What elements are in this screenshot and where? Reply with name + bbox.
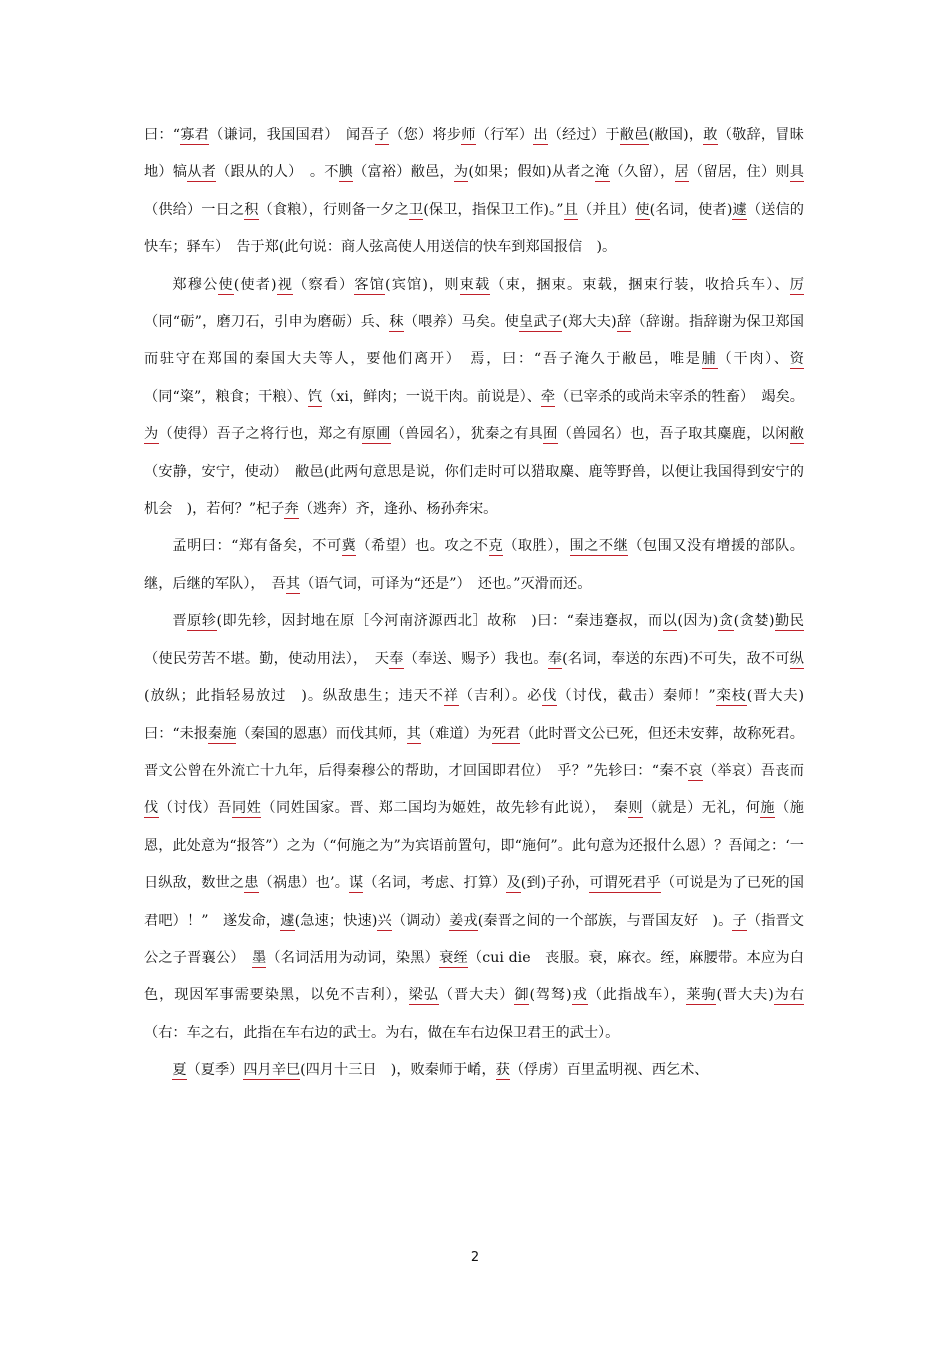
annotated-term: 为右 [773, 987, 804, 1004]
text-run: （cui die 丧服。衰，麻衣。绖，麻腰带。本应为白色，现因军事需要染黑，以免不吉利）， [144, 949, 804, 1004]
text-run: (到)子孙， [520, 875, 590, 892]
annotated-term: 客馆 [354, 276, 386, 293]
paragraph [144, 603, 804, 1052]
text-run: （就是）无礼，何 [643, 800, 761, 817]
text-run: （此时晋文公已死，但还未安葬，故称死君。晋文公曾在外流亡十九年，后得秦穆公的帮助，才回国即君位） 乎？”先轸曰：“秦不 [144, 725, 804, 779]
annotated-term: 秣 [389, 314, 404, 331]
text-run: (即先轸，因封地在原［今河南济源西北］故称 )曰：“秦违蹇叔，而 [216, 613, 663, 630]
annotated-term: 淹 [595, 164, 610, 181]
annotated-term: 衰绖 [439, 949, 468, 966]
text-run: （同“粢”，粮食；干粮）、 [144, 388, 308, 405]
text-run: （并且） [577, 201, 636, 218]
text-run: (放纵；此指轻易放过 )。纵敌患生；违天不 [144, 688, 444, 705]
text-run: (急速；快速) [294, 912, 378, 929]
annotated-term: 戎 [571, 987, 588, 1004]
annotated-term: 子 [374, 127, 390, 143]
text-run: （俘虏）百里孟明视、西乞术、 [509, 1062, 709, 1079]
annotated-term: 居 [674, 164, 689, 181]
text-run: (晋大夫) [716, 987, 774, 1004]
text-run: （此指战车）， [587, 987, 687, 1004]
annotated-term: 获 [495, 1062, 510, 1079]
annotated-term: 哀 [688, 762, 703, 779]
text-run: （使得）吾子之将行也，郑之有 [158, 426, 362, 443]
text-run: （察看） [293, 276, 355, 293]
annotated-term: 栾枝 [715, 688, 747, 705]
text-run: （已宰杀的或尚未宰杀的牲畜） 竭矣。 [555, 388, 804, 405]
annotated-term: 为 [453, 164, 469, 181]
text-run: (如果；假如)从者之 [468, 164, 596, 181]
text-run: (保卫，指保卫工作)。” [423, 201, 564, 218]
annotated-term: 及 [506, 875, 521, 892]
text-run: （夏季） [186, 1062, 244, 1079]
text-run: （吉利）。必 [458, 688, 543, 705]
annotated-term: 纵 [789, 650, 804, 667]
annotated-term: 勤民 [774, 613, 804, 630]
paragraph [144, 528, 804, 603]
annotated-term: 夏 [172, 1062, 187, 1079]
text-run: (秦晋之间的一个部族，与晋国友好 )。 [477, 912, 733, 929]
annotated-term: 遽 [732, 201, 747, 218]
annotated-term: 围之不继 [569, 538, 629, 555]
annotated-term: 谋 [349, 875, 364, 892]
text-run: （久留）， [609, 164, 675, 181]
annotated-term: 施 [760, 800, 776, 817]
text-run: (因为) [677, 613, 719, 630]
annotated-term: 姜戎 [449, 912, 478, 929]
text-run: （束，捆束。束载，捆束行装，收拾兵车）、 [490, 276, 790, 293]
text-run: 晋 [172, 613, 188, 630]
text-run: （同姓国家。晋、郑二国均为姬姓，故先轸有此说）， 秦 [261, 800, 629, 817]
annotated-term: 卫 [408, 201, 424, 218]
text-run: （敬辞，冒昧地）犒 [144, 127, 804, 181]
text-run: （兽园名）也，吾子取其麋鹿，以闲 [557, 426, 790, 443]
annotated-term: 腆 [338, 164, 354, 181]
text-run: （xi，鲜肉；一说干肉。前说是）、 [322, 388, 541, 405]
text-run: （同“砺”，磨刀石，引申为磨砺）兵、 [144, 314, 390, 331]
annotated-term: 贪 [718, 613, 734, 630]
annotated-term: 兴 [377, 912, 392, 929]
text-run: （讨伐）吾 [158, 800, 232, 817]
annotated-term: 师 [461, 127, 476, 143]
annotated-term: 可谓死君乎 [589, 875, 661, 892]
text-run: （奉送、赐予）我也。 [403, 650, 548, 667]
annotated-term: 积 [244, 201, 259, 218]
text-run: （使民劳苦不堪。勤，使动用法）， 天 [144, 650, 390, 667]
text-run: （经过）于 [547, 127, 620, 143]
annotated-term: 四月辛巳 [243, 1062, 301, 1079]
annotated-term: 御 [514, 987, 530, 1004]
annotated-term: 死君 [491, 725, 521, 742]
annotated-term: 祥 [443, 688, 459, 705]
text-run: （难道）为 [420, 725, 492, 742]
text-run: （行军） [475, 127, 534, 143]
text-run: （跟从的人） 。不 [216, 164, 339, 181]
annotated-term: 饩 [307, 388, 323, 405]
annotated-term: 厉 [789, 276, 804, 293]
annotated-term: 且 [563, 201, 578, 218]
text-run: （名词活用为动词，染黑） [266, 949, 440, 966]
annotated-term: 梁弘 [408, 987, 439, 1004]
annotated-term: 资 [789, 351, 804, 368]
text-run: （举哀）吾丧而 [702, 762, 804, 779]
annotated-term: 伐 [542, 688, 558, 705]
annotated-term: 遽 [280, 912, 295, 929]
annotated-term: 冀 [341, 538, 357, 555]
text-run: （施恩，此处意为“报答”）之为（“何施之为”为宾语前置句，即“施何”。此句意为还报什么恩）？吾闻之：‘一日纵敌，数世之 [144, 800, 804, 892]
text-run: （晋大夫） [438, 987, 515, 1004]
text-run: （秦国的恩惠）而伐其师， [236, 725, 407, 742]
body-text [144, 117, 804, 1090]
text-run: （您）将步 [389, 127, 462, 143]
page-number: 2 [470, 1250, 480, 1265]
text-run: (贪婪) [733, 613, 775, 630]
annotated-term: 敢 [703, 127, 718, 143]
paragraph [144, 267, 804, 529]
annotated-term: 患 [244, 875, 259, 892]
annotated-term: 视 [276, 276, 294, 293]
annotated-term: 从者 [187, 164, 217, 181]
text-run: （右：车之右，此指在车右边的武士。为右，做在车右边保卫君王的武士）。 [144, 1024, 620, 1041]
text-run: (晋大夫)曰：“未报 [144, 688, 804, 742]
text-run: (四月十三日 )，败秦师于崤， [300, 1062, 496, 1079]
text-run: （喂养）马矣。使 [403, 314, 519, 331]
text-run: （食粮），行则备一夕之 [258, 201, 409, 218]
annotated-term: 束载 [459, 276, 491, 293]
text-run: （讨伐，截击）秦师！” [557, 688, 716, 705]
text-run: 曰：“ [144, 127, 181, 143]
text-run: （逃奔）齐，逢孙、杨孙奔宋。 [298, 501, 498, 518]
text-run: （谦词，我国国君） 闻吾 [209, 127, 375, 143]
text-run: (名词，奉送的东西)不可失，敌不可 [562, 650, 790, 667]
annotated-term: 则 [628, 800, 644, 817]
annotated-term: 同姓 [232, 800, 262, 817]
annotated-term: 使 [635, 201, 650, 218]
text-run: 孟明曰：“郑有备矣，不可 [172, 538, 342, 555]
text-run: （富裕）敝邑， [353, 164, 454, 181]
text-run: (名词，使者) [649, 201, 733, 218]
annotated-term: 敝 [789, 426, 804, 443]
annotated-term: 奉 [389, 650, 404, 667]
text-run: （语气词，可译为“还是”） 还也。”灭滑而还。 [300, 575, 592, 592]
annotated-term: 敝邑 [619, 127, 649, 143]
annotated-term: 原圃 [361, 426, 391, 443]
paragraph [144, 117, 804, 267]
text-run: （调动） [391, 912, 450, 929]
text-run: （送信的快车；驿车） 告于郑(此句说：商人弦高使人用送信的快车到郑国报信 )。 [144, 201, 804, 256]
text-run: （安静，安宁，使动） 敝邑(此两句意思是说，你们走时可以猎取麋、鹿等野兽，以便让我国得到安宁的机会 )，若何？”杞子 [144, 463, 804, 518]
annotated-term: 伐 [144, 800, 159, 817]
annotated-term: 寡君 [180, 127, 210, 143]
text-run: （兽园名），犹秦之有具 [390, 426, 544, 443]
text-run: （取胜）， [503, 538, 570, 555]
text-run: （供给）一日之 [144, 201, 245, 218]
text-run: (敝国)， [648, 127, 704, 143]
text-run: （祸患）也’。 [258, 875, 350, 892]
text-run: （辞谢。指辞谢为保卫郑国而驻守在郑国的秦国大夫等人，要他们离开） 焉，曰：“吾子淹久于敝邑，唯是 [144, 314, 804, 368]
annotated-term: 脯 [701, 351, 718, 368]
annotated-term: 牵 [540, 388, 556, 405]
text-run: （留居，住）则 [688, 164, 790, 181]
annotated-term: 莱驹 [686, 987, 717, 1004]
annotated-term: 子 [732, 912, 747, 929]
annotated-term: 出 [533, 127, 548, 143]
annotated-term: 为 [144, 426, 159, 443]
annotated-term: 墨 [252, 949, 267, 966]
text-run: (使者) [233, 276, 277, 293]
text-run: （干肉）、 [717, 351, 790, 368]
annotated-term: 其 [406, 725, 421, 742]
text-run: （希望）也。攻之不 [356, 538, 489, 555]
annotated-term: 奔 [284, 501, 299, 518]
text-run: （包围又没有增援的部队。继，后继的军队）， 吾 [144, 538, 804, 592]
text-run: (驾驽) [529, 987, 572, 1004]
text-run: （指晋文公之子晋襄公） [144, 912, 804, 966]
annotated-term: 原轸 [187, 613, 217, 630]
annotated-term: 奉 [547, 650, 563, 667]
text-run: (郑大夫) [562, 314, 617, 331]
text-run: （名词，考虑、打算） [363, 875, 507, 892]
paragraph [144, 1052, 804, 1089]
text-run: （可说是为了已死的国君吧）！” 遂发命， [144, 875, 804, 929]
text-run: 郑穆公 [172, 276, 219, 293]
annotated-term: 秦施 [208, 725, 237, 742]
annotated-term: 辞 [616, 314, 632, 331]
annotated-term: 具 [789, 164, 804, 181]
annotated-term: 皇武子 [519, 314, 563, 331]
annotated-term: 囿 [543, 426, 558, 443]
annotated-term: 其 [285, 575, 301, 592]
annotated-term: 克 [488, 538, 504, 555]
annotated-term: 以 [662, 613, 678, 630]
annotated-term: 使 [218, 276, 234, 293]
text-run: (宾馆)，则 [385, 276, 460, 293]
